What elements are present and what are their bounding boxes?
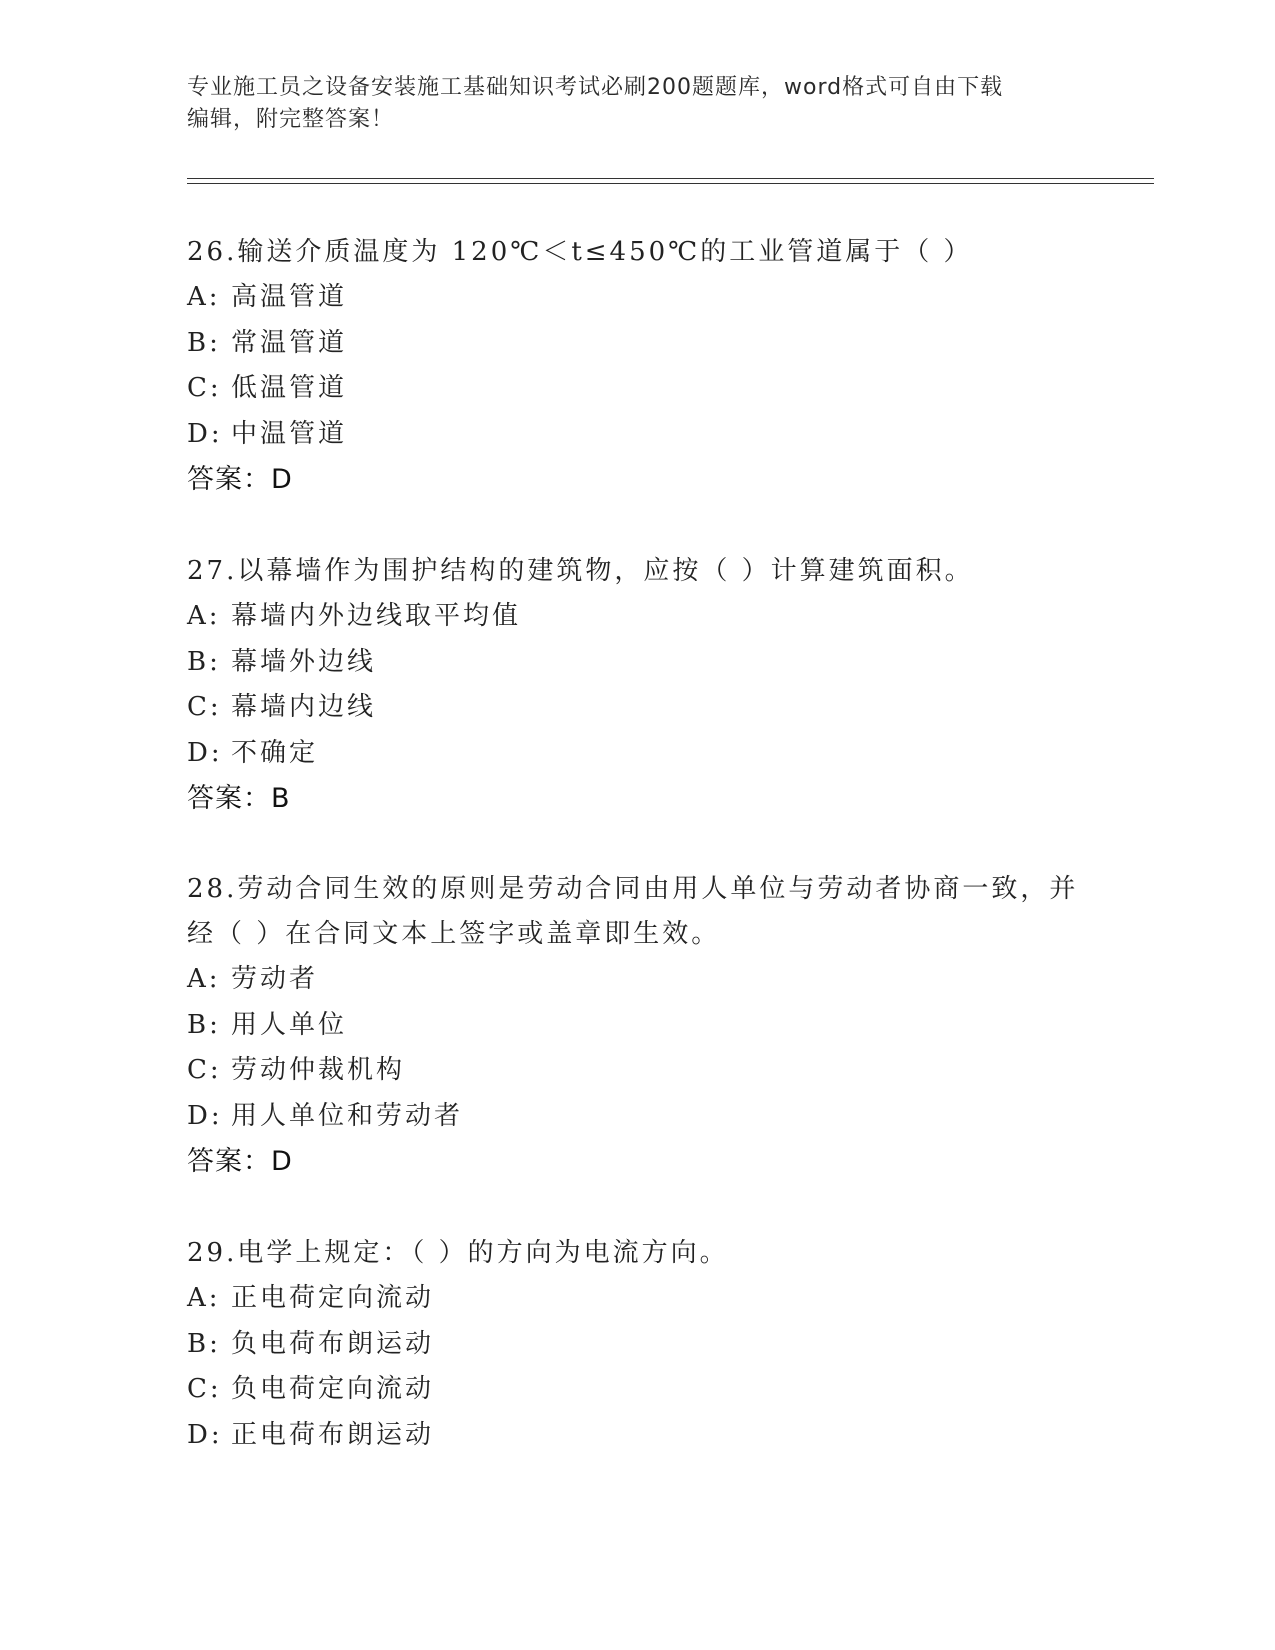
option-text: 低温管道 (231, 373, 348, 403)
header-title-line-1: 专业施工员之设备安装施工基础知识考试必刷200题题库，word格式可自由下载 (187, 75, 1004, 100)
option-key: D: (187, 418, 223, 449)
option-key: A: (187, 601, 221, 631)
option-key: B: (187, 1328, 221, 1359)
option-c (187, 1048, 1087, 1094)
option-list (187, 275, 1087, 457)
question-stem: 26.输送介质温度为 120℃＜t≤450℃的工业管道属于（ ） (187, 237, 973, 267)
option-a (187, 957, 1087, 1003)
document-header (187, 72, 1087, 136)
option-b (187, 1322, 1087, 1368)
option-text: 劳动仲裁机构 (231, 1055, 406, 1085)
option-key: D: (187, 1419, 223, 1450)
option-text: 中温管道 (231, 418, 348, 449)
option-text: 幕墙外边线 (231, 646, 377, 677)
option-list (187, 957, 1087, 1139)
question-26 (187, 230, 1087, 502)
option-key: D: (187, 737, 223, 768)
header-divider-top (187, 178, 1154, 179)
option-list (187, 1276, 1087, 1458)
option-a (187, 1276, 1087, 1322)
option-text: 负电荷布朗运动 (231, 1328, 435, 1359)
option-key: C: (187, 1374, 222, 1404)
option-d (187, 731, 1087, 777)
option-key: B: (187, 646, 221, 677)
question-27 (187, 549, 1087, 821)
option-text: 幕墙内外边线取平均值 (231, 601, 522, 631)
option-text: 不确定 (231, 737, 319, 768)
option-d (187, 1413, 1087, 1459)
header-divider-bottom (187, 183, 1154, 184)
option-key: A: (187, 282, 221, 312)
option-text: 常温管道 (231, 327, 348, 358)
option-a (187, 594, 1087, 640)
answer-label: 答案：B (187, 783, 291, 814)
option-c (187, 366, 1087, 412)
question-28 (187, 867, 1087, 1184)
option-key: B: (187, 1009, 221, 1040)
option-key: D: (187, 1100, 223, 1131)
question-stem: 29.电学上规定：（ ）的方向为电流方向。 (187, 1238, 729, 1268)
question-stem: 27.以幕墙作为围护结构的建筑物，应按（ ）计算建筑面积。 (187, 556, 974, 586)
answer-label: 答案：D (187, 1146, 293, 1177)
option-b (187, 640, 1087, 686)
option-text: 正电荷布朗运动 (231, 1419, 435, 1450)
option-key: C: (187, 692, 222, 722)
option-text: 高温管道 (231, 282, 348, 312)
option-c (187, 685, 1087, 731)
answer-label: 答案：D (187, 464, 293, 495)
option-b (187, 321, 1087, 367)
option-key: C: (187, 373, 222, 403)
option-b (187, 1003, 1087, 1049)
option-text: 正电荷定向流动 (231, 1283, 435, 1313)
option-c (187, 1367, 1087, 1413)
option-text: 用人单位 (231, 1009, 348, 1040)
option-text: 劳动者 (231, 964, 319, 994)
option-d (187, 412, 1087, 458)
option-key: C: (187, 1055, 222, 1085)
option-key: B: (187, 327, 221, 358)
option-text: 幕墙内边线 (231, 692, 377, 722)
option-list (187, 594, 1087, 776)
option-key: A: (187, 1283, 221, 1313)
question-stem-line-2: 经（ ）在合同文本上签字或盖章即生效。 (187, 919, 721, 949)
option-key: A: (187, 964, 221, 994)
option-text: 负电荷定向流动 (231, 1374, 435, 1404)
question-29 (187, 1231, 1087, 1458)
option-d (187, 1094, 1087, 1140)
question-stem-line-1: 28.劳动合同生效的原则是劳动合同由用人单位与劳动者协商一致，并 (187, 874, 1079, 904)
option-a (187, 275, 1087, 321)
header-title-line-2: 编辑，附完整答案！ (187, 107, 395, 132)
option-text: 用人单位和劳动者 (231, 1100, 464, 1131)
